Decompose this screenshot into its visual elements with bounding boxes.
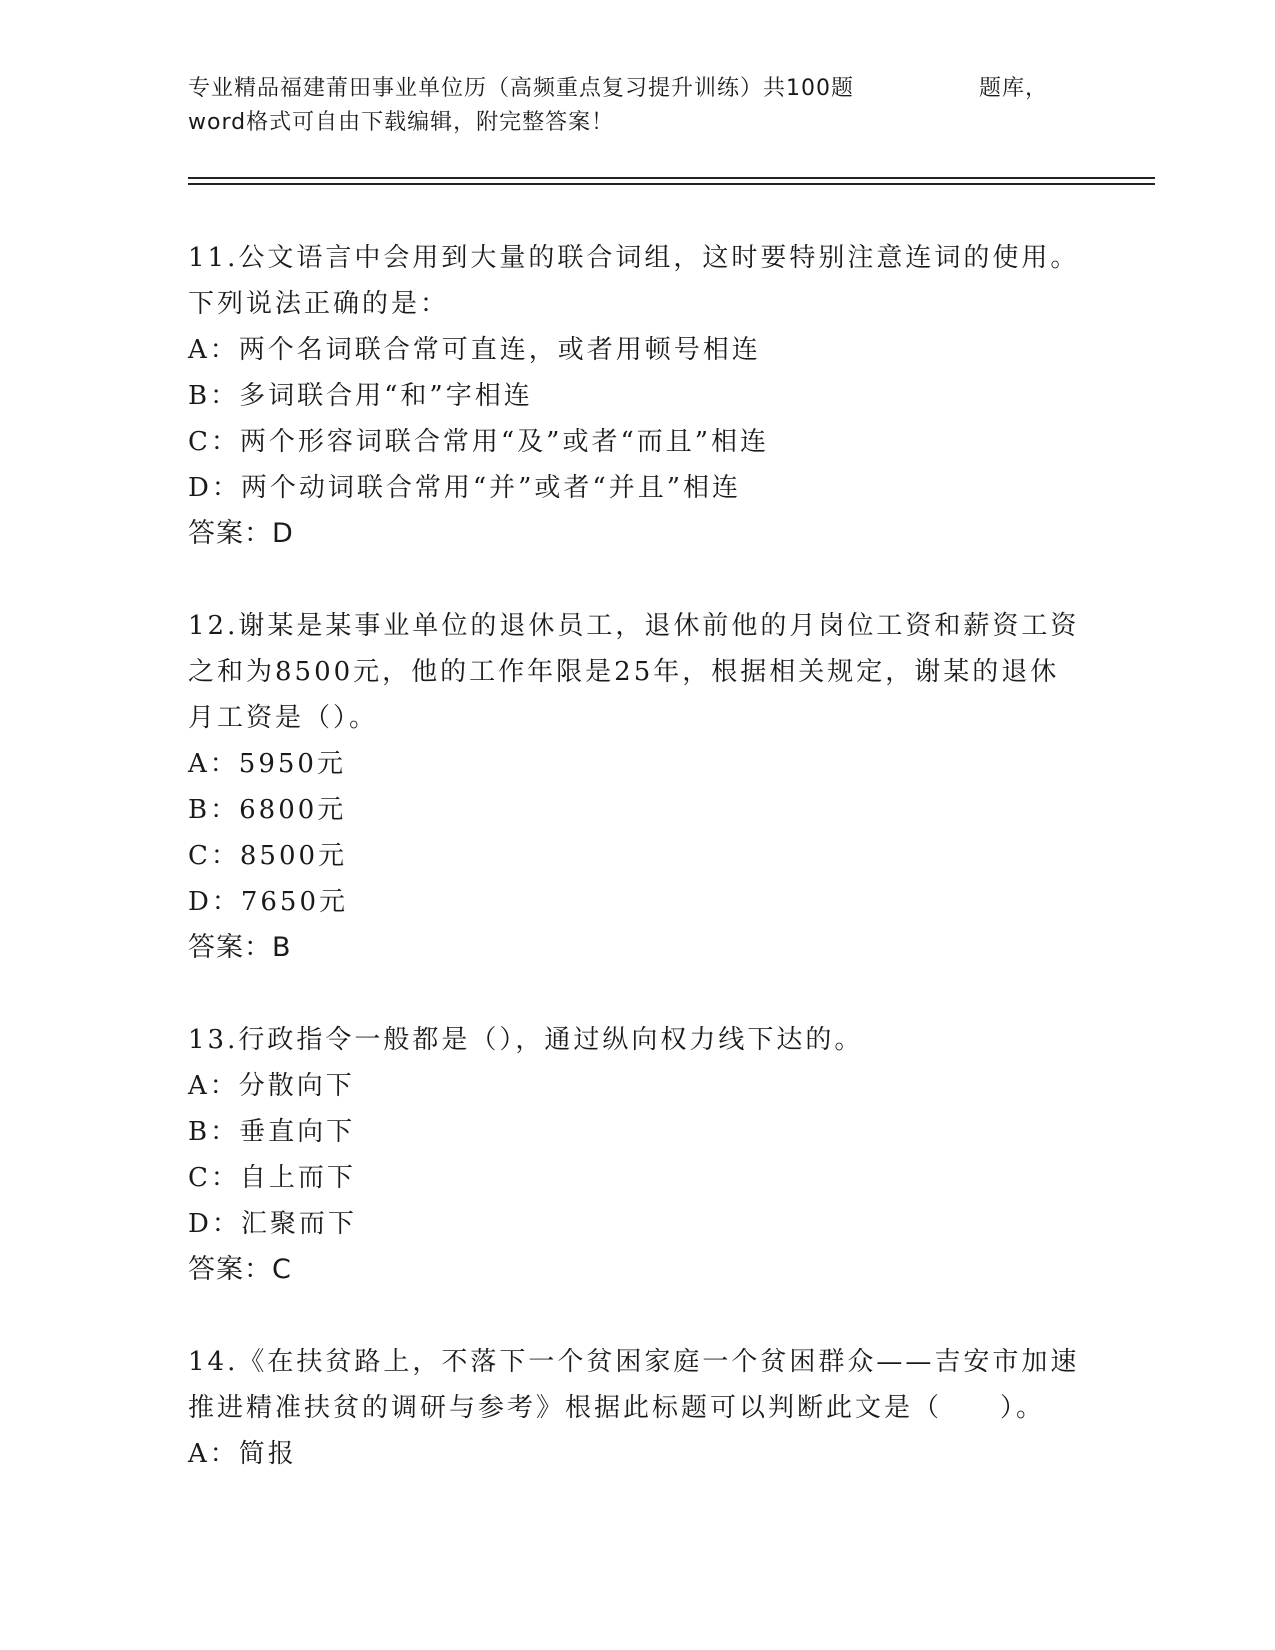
question-12: [188, 603, 1088, 971]
option-c: C：8500元: [188, 841, 348, 871]
header-title-suffix: 题库，: [978, 76, 1048, 101]
option-b: B：6800元: [188, 795, 347, 825]
option-c: C：自上而下: [188, 1163, 356, 1193]
option-a: A：5950元: [188, 749, 346, 779]
document-header: [188, 72, 1148, 140]
option-a: A：两个名词联合常可直连，或者用顿号相连: [188, 335, 761, 365]
option-d: D：汇聚而下: [188, 1209, 357, 1239]
question-text: 14.《在扶贫路上，不落下一个贫困家庭一个贫困群众——吉安市加速推进精准扶贫的调研与参考》根据此标题可以判断此文是（ ）。: [188, 1347, 1080, 1423]
option-a: A：分散向下: [188, 1071, 355, 1101]
option-b: B：多词联合用“和”字相连: [188, 381, 533, 411]
question-14: [188, 1339, 1088, 1477]
question-13: [188, 1017, 1088, 1293]
answer-line: 答案：B: [188, 932, 292, 963]
header-divider-top: [188, 177, 1155, 179]
answer-line: 答案：D: [188, 518, 294, 549]
question-text: 13.行政指令一般都是（），通过纵向权力线下达的。: [188, 1025, 864, 1055]
question-text: 12.谢某是某事业单位的退休员工，退休前他的月岗位工资和薪资工资之和为8500元，他的工作年限是25年，根据相关规定，谢某的退休月工资是（）。: [188, 611, 1080, 733]
question-text: 11.公文语言中会用到大量的联合词组，这时要特别注意连词的使用。下列说法正确的是：: [188, 243, 1080, 319]
header-title: 专业精品福建莆田事业单位历（高频重点复习提升训练）共100题: [188, 76, 854, 101]
option-b: B：垂直向下: [188, 1117, 356, 1147]
option-d: D：两个动词联合常用“并”或者“并且”相连: [188, 473, 742, 503]
header-line-1: [188, 72, 1048, 106]
option-a: A：简报: [188, 1439, 297, 1469]
option-c: C：两个形容词联合常用“及”或者“而且”相连: [188, 427, 770, 457]
question-11: [188, 235, 1088, 557]
answer-line: 答案：C: [188, 1254, 292, 1285]
header-subtitle: word格式可自由下载编辑，附完整答案！: [188, 110, 615, 135]
question-list: [188, 235, 1088, 1477]
option-d: D：7650元: [188, 887, 349, 917]
header-divider-bottom: [188, 183, 1155, 185]
